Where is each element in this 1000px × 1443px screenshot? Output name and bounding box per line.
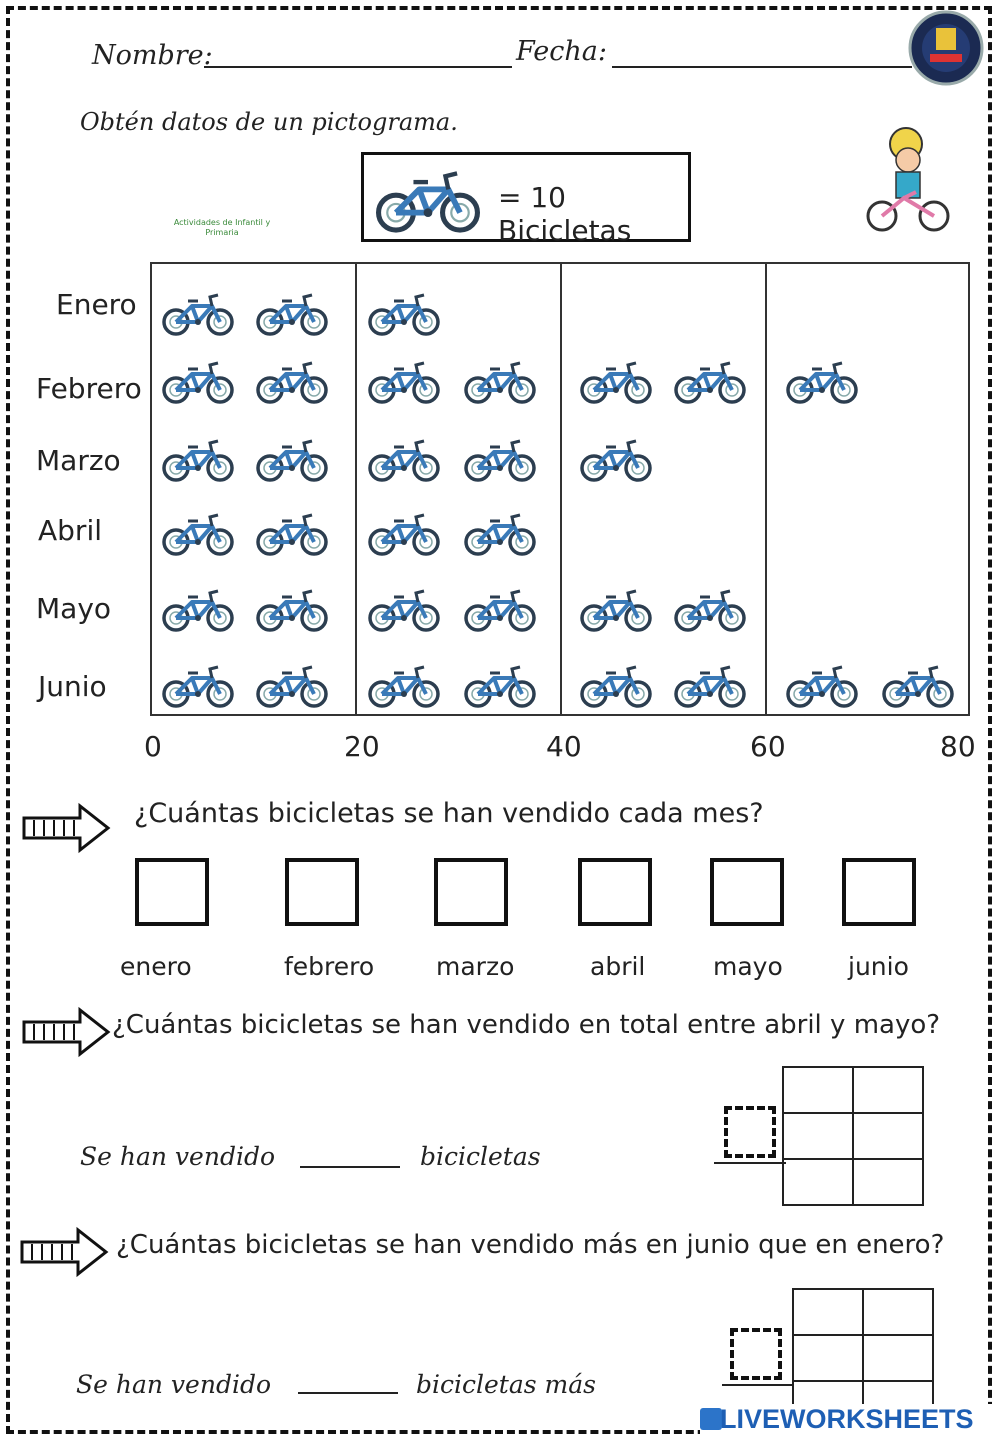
bicycle-icon (578, 664, 654, 708)
bicycle-icon (372, 169, 484, 233)
answer-label: junio (848, 952, 909, 981)
bicycle-icon (672, 664, 748, 708)
axis-tick: 0 (144, 730, 162, 763)
cyclist-illustration (864, 120, 954, 240)
answer-blank-difference[interactable] (298, 1392, 398, 1394)
month-label: Marzo (36, 444, 121, 477)
axis-tick: 20 (344, 730, 380, 763)
answer-suffix: bicicletas (420, 1142, 541, 1171)
answer-suffix: bicicletas más (416, 1370, 596, 1399)
axis-tick: 60 (750, 730, 786, 763)
bicycle-icon (366, 438, 442, 482)
bicycle-icon (160, 438, 236, 482)
bicycle-icon (784, 664, 860, 708)
name-field[interactable] (204, 66, 512, 68)
grid-line (355, 264, 357, 714)
answer-box-junio[interactable] (842, 858, 916, 926)
bicycle-icon (462, 664, 538, 708)
bicycle-icon (254, 360, 330, 404)
bicycle-icon (366, 292, 442, 336)
legend-text: = 10 Bicicletas (498, 181, 632, 247)
bicycle-icon (366, 664, 442, 708)
month-label: Abril (38, 514, 102, 547)
pictogram-legend (361, 152, 691, 247)
operation-sign-box[interactable] (724, 1106, 776, 1158)
bicycle-icon (366, 512, 442, 556)
bicycle-icon (366, 360, 442, 404)
month-label: Junio (38, 670, 107, 703)
bicycle-icon (578, 438, 654, 482)
bicycle-icon (160, 588, 236, 632)
question-1: ¿Cuántas bicicletas se han vendido cada mes? (134, 798, 764, 829)
axis-tick: 40 (546, 730, 582, 763)
answer-prefix: Se han vendido (80, 1142, 275, 1171)
answer-label: enero (120, 952, 192, 981)
bicycle-icon (578, 588, 654, 632)
answer-prefix: Se han vendido (76, 1370, 271, 1399)
bicycle-icon (160, 664, 236, 708)
school-logo-icon (906, 8, 986, 88)
answer-blank-total[interactable] (300, 1166, 400, 1168)
answer-box-enero[interactable] (135, 858, 209, 926)
arrow-icon (20, 800, 112, 856)
watermark-logo: Actividades de Infantil y Primaria (173, 218, 271, 237)
bicycle-icon (366, 588, 442, 632)
operation-grid[interactable] (782, 1066, 924, 1206)
answer-label: febrero (284, 952, 375, 981)
brand-logo-icon (700, 1408, 722, 1430)
bicycle-icon (254, 588, 330, 632)
bicycle-icon (254, 438, 330, 482)
question-2: ¿Cuántas bicicletas se han vendido en total entre abril y mayo? (112, 1010, 941, 1040)
bicycle-icon (880, 664, 956, 708)
bicycle-icon (578, 360, 654, 404)
month-label: Febrero (36, 372, 142, 405)
date-label: Fecha: (516, 36, 607, 67)
bicycle-icon (160, 512, 236, 556)
answer-box-abril[interactable] (578, 858, 652, 926)
operation-line (722, 1384, 792, 1386)
answer-label: marzo (436, 952, 515, 981)
bicycle-icon (462, 588, 538, 632)
answer-box-febrero[interactable] (285, 858, 359, 926)
answer-box-mayo[interactable] (710, 858, 784, 926)
grid-line (560, 264, 562, 714)
grid-line (765, 264, 767, 714)
answer-label: mayo (713, 952, 783, 981)
date-field[interactable] (612, 66, 912, 68)
bicycle-icon (672, 588, 748, 632)
bicycle-icon (254, 512, 330, 556)
bicycle-icon (672, 360, 748, 404)
bicycle-icon (254, 292, 330, 336)
answer-box-marzo[interactable] (434, 858, 508, 926)
month-label: Mayo (36, 592, 112, 625)
answer-label: abril (590, 952, 646, 981)
month-label: Enero (56, 288, 137, 321)
bicycle-icon (462, 512, 538, 556)
bicycle-icon (254, 664, 330, 708)
bicycle-icon (784, 360, 860, 404)
bicycle-icon (160, 292, 236, 336)
name-label: Nombre: (92, 40, 213, 71)
arrow-icon (20, 1004, 112, 1060)
arrow-icon (18, 1224, 110, 1280)
question-3: ¿Cuántas bicicletas se han vendido más en junio que en enero? (116, 1230, 945, 1260)
bicycle-icon (462, 438, 538, 482)
operation-sign-box[interactable] (730, 1328, 782, 1380)
bicycle-icon (462, 360, 538, 404)
footer-brand (700, 1404, 996, 1440)
operation-line (714, 1162, 786, 1164)
axis-tick: 80 (940, 730, 976, 763)
brand-name: LIVEWORKSHEETS (720, 1404, 974, 1434)
bicycle-icon (160, 360, 236, 404)
subtitle: Obtén datos de un pictograma. (80, 108, 458, 136)
